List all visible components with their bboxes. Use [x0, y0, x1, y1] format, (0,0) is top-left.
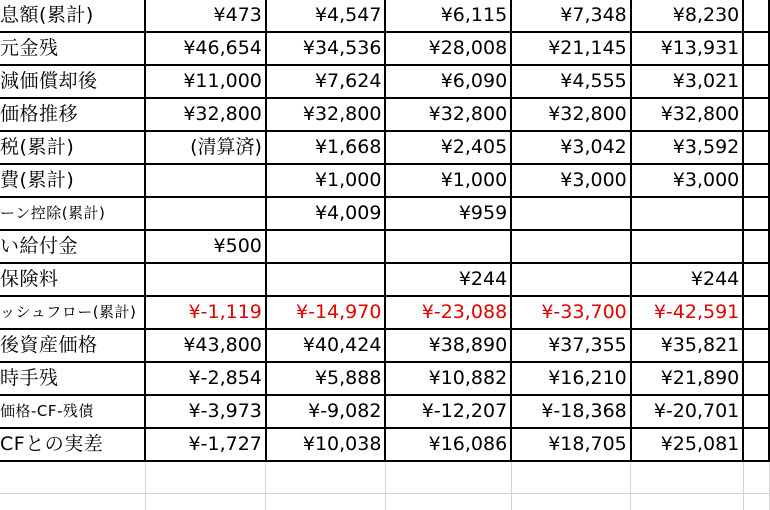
table-row: [0, 164, 769, 197]
value-cell[interactable]: ¥-3,973: [145, 395, 266, 428]
value-cell[interactable]: ¥8,230: [631, 0, 744, 32]
value-cell[interactable]: [145, 164, 266, 197]
value-cell[interactable]: ¥32,800: [631, 98, 744, 131]
value-cell[interactable]: ¥-33,700: [511, 296, 631, 329]
value-cell[interactable]: ¥11,000: [145, 65, 266, 98]
value-cell[interactable]: ¥6,115: [385, 0, 511, 32]
cell[interactable]: [743, 131, 769, 164]
table-row: [0, 32, 769, 65]
value-cell[interactable]: ¥3,042: [511, 131, 631, 164]
value-cell[interactable]: [145, 197, 266, 230]
cell[interactable]: [743, 65, 769, 98]
value-cell[interactable]: ¥40,424: [266, 329, 386, 362]
cell[interactable]: [743, 98, 769, 131]
value-cell[interactable]: ¥3,000: [511, 164, 631, 197]
row-label-cell[interactable]: 費(累計): [0, 164, 145, 197]
row-label-cell[interactable]: 後資産価格: [0, 329, 145, 362]
value-cell[interactable]: ¥3,592: [631, 131, 744, 164]
value-cell[interactable]: ¥16,086: [385, 428, 511, 461]
value-cell[interactable]: ¥32,800: [145, 98, 266, 131]
table-row: [0, 428, 769, 461]
value-cell[interactable]: ¥5,888: [266, 362, 386, 395]
cell[interactable]: [743, 329, 769, 362]
value-cell[interactable]: [631, 197, 744, 230]
value-cell[interactable]: ¥37,355: [511, 329, 631, 362]
value-cell[interactable]: ¥32,800: [511, 98, 631, 131]
table-row: [0, 98, 769, 131]
row-label-cell[interactable]: 価格-CF-残債: [0, 395, 145, 428]
empty-cell[interactable]: [0, 494, 145, 510]
empty-cell[interactable]: [385, 461, 511, 494]
row-label-cell[interactable]: い給付金: [0, 230, 145, 263]
value-cell[interactable]: ¥38,890: [385, 329, 511, 362]
value-cell[interactable]: ¥6,090: [385, 65, 511, 98]
value-cell[interactable]: ¥959: [385, 197, 511, 230]
value-cell[interactable]: ¥34,536: [266, 32, 386, 65]
value-cell[interactable]: ¥4,009: [266, 197, 386, 230]
value-cell[interactable]: ¥10,038: [266, 428, 386, 461]
value-cell[interactable]: ¥-14,970: [266, 296, 386, 329]
value-cell[interactable]: ¥3,000: [631, 164, 744, 197]
value-cell[interactable]: ¥35,821: [631, 329, 744, 362]
value-cell[interactable]: ¥-1,119: [145, 296, 266, 329]
cell[interactable]: [743, 362, 769, 395]
value-cell[interactable]: ¥500: [145, 230, 266, 263]
empty-cell[interactable]: [511, 494, 631, 510]
empty-row: [0, 494, 769, 510]
value-cell[interactable]: ¥-23,088: [385, 296, 511, 329]
row-label-cell[interactable]: 息額(累計): [0, 0, 145, 32]
value-cell[interactable]: ¥43,800: [145, 329, 266, 362]
row-label-cell[interactable]: 価格推移: [0, 98, 145, 131]
row-label-cell[interactable]: 元金残: [0, 32, 145, 65]
value-cell[interactable]: ¥473: [145, 0, 266, 32]
value-cell[interactable]: ¥7,624: [266, 65, 386, 98]
cell[interactable]: [743, 0, 769, 32]
empty-cell[interactable]: [385, 494, 511, 510]
value-cell[interactable]: ¥28,008: [385, 32, 511, 65]
empty-cell[interactable]: [145, 494, 266, 510]
empty-cell[interactable]: [145, 461, 266, 494]
value-cell[interactable]: [511, 230, 631, 263]
value-cell[interactable]: [385, 230, 511, 263]
empty-cell[interactable]: [631, 461, 744, 494]
value-cell[interactable]: [511, 197, 631, 230]
value-cell[interactable]: [631, 230, 744, 263]
table-row: [0, 65, 769, 98]
value-cell[interactable]: ¥1,668: [266, 131, 386, 164]
value-cell[interactable]: (清算済): [145, 131, 266, 164]
table-row: [0, 0, 769, 32]
value-cell[interactable]: ¥1,000: [266, 164, 386, 197]
empty-cell[interactable]: [511, 461, 631, 494]
value-cell[interactable]: ¥4,547: [266, 0, 386, 32]
value-cell[interactable]: ¥7,348: [511, 0, 631, 32]
row-label-cell[interactable]: ーン控除(累計): [0, 197, 145, 230]
row-label-cell[interactable]: CFとの実差: [0, 428, 145, 461]
value-cell[interactable]: ¥-9,082: [266, 395, 386, 428]
value-cell[interactable]: ¥32,800: [266, 98, 386, 131]
table-row: [0, 263, 769, 296]
value-cell[interactable]: [511, 263, 631, 296]
cell[interactable]: [743, 395, 769, 428]
table-row: [0, 329, 769, 362]
value-cell[interactable]: ¥-2,854: [145, 362, 266, 395]
value-cell[interactable]: ¥244: [385, 263, 511, 296]
empty-cell[interactable]: [266, 494, 386, 510]
cell[interactable]: [743, 164, 769, 197]
value-cell[interactable]: ¥32,800: [385, 98, 511, 131]
row-label-cell[interactable]: 保険料: [0, 263, 145, 296]
table-row: [0, 131, 769, 164]
empty-cell[interactable]: [266, 461, 386, 494]
value-cell[interactable]: ¥-20,701: [631, 395, 744, 428]
value-cell[interactable]: ¥4,555: [511, 65, 631, 98]
empty-cell[interactable]: [0, 461, 145, 494]
empty-cell[interactable]: [631, 494, 744, 510]
row-label-cell[interactable]: 税(累計): [0, 131, 145, 164]
value-cell[interactable]: ¥46,654: [145, 32, 266, 65]
cell[interactable]: [743, 296, 769, 329]
value-cell[interactable]: [266, 230, 386, 263]
value-cell[interactable]: ¥18,705: [511, 428, 631, 461]
table-row: [0, 362, 769, 395]
value-cell[interactable]: ¥2,405: [385, 131, 511, 164]
empty-row: [0, 461, 769, 494]
row-label-cell[interactable]: 減価償却後: [0, 65, 145, 98]
value-cell[interactable]: ¥25,081: [631, 428, 744, 461]
cell[interactable]: [743, 263, 769, 296]
cell[interactable]: [743, 197, 769, 230]
value-cell[interactable]: ¥1,000: [385, 164, 511, 197]
cell[interactable]: [743, 230, 769, 263]
value-cell[interactable]: ¥-18,368: [511, 395, 631, 428]
table-row: [0, 230, 769, 263]
table-row: [0, 296, 769, 329]
value-cell[interactable]: ¥3,021: [631, 65, 744, 98]
row-label-cell[interactable]: ッシュフロー(累計): [0, 296, 145, 329]
table-row: [0, 197, 769, 230]
value-cell[interactable]: ¥21,145: [511, 32, 631, 65]
value-cell[interactable]: ¥-1,727: [145, 428, 266, 461]
value-cell[interactable]: ¥-42,591: [631, 296, 744, 329]
empty-cell[interactable]: [743, 461, 769, 494]
empty-cell[interactable]: [743, 494, 769, 510]
value-cell[interactable]: ¥244: [631, 263, 744, 296]
row-label-cell[interactable]: 時手残: [0, 362, 145, 395]
value-cell[interactable]: ¥21,890: [631, 362, 744, 395]
value-cell[interactable]: ¥-12,207: [385, 395, 511, 428]
cell[interactable]: [743, 428, 769, 461]
table-row: [0, 395, 769, 428]
value-cell[interactable]: ¥13,931: [631, 32, 744, 65]
value-cell[interactable]: [266, 263, 386, 296]
value-cell[interactable]: ¥10,882: [385, 362, 511, 395]
value-cell[interactable]: ¥16,210: [511, 362, 631, 395]
cell[interactable]: [743, 32, 769, 65]
value-cell[interactable]: [145, 263, 266, 296]
